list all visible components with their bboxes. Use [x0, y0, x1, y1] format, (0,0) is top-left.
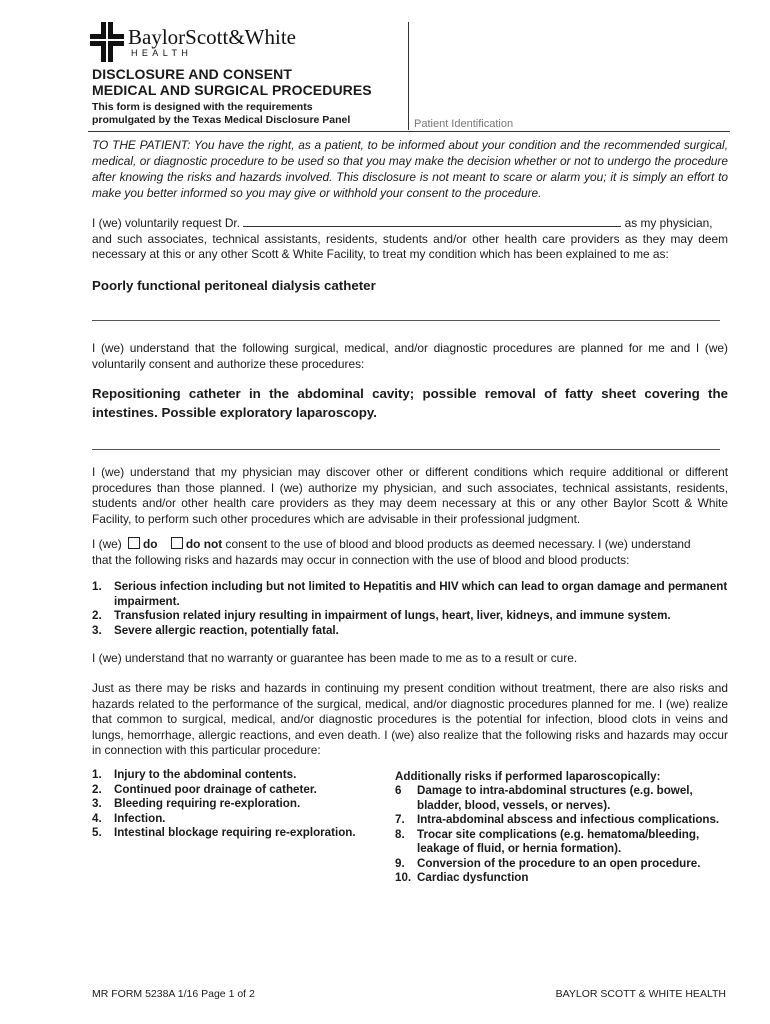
blood-do-checkbox[interactable] [128, 537, 140, 549]
list-item: 8. Trocar site complications (e.g. hematoma/bleeding, leakage of fluid, or hernia formation). [395, 827, 700, 855]
patient-identification-label: Patient Identification [414, 118, 514, 130]
procedure-entry: Repositioning catheter in the abdominal cavity; possible removal of fatty sheet covering the intestines. Possible exploratory laparoscopy. [92, 386, 728, 420]
laparoscopic-risks-list [395, 784, 730, 886]
procedures-paragraph: I (we) understand that the following surgical, medical, and/or diagnostic procedures are planned for me and I (we) voluntarily consent and authorize these procedures: [92, 341, 728, 371]
list-item: 6 Damage to intra-abdominal structures (e.g. bowel, bladder, blood, vessels, or nerves). [395, 784, 693, 812]
header-divider [408, 22, 409, 130]
brand-name: BaylorScott&White [128, 25, 296, 49]
list-item: 2. Transfusion related injury resulting in impairment of lungs, heart, liver, kidneys, and immune system. [92, 609, 671, 622]
list-item: 2. Continued poor drainage of catheter. [92, 782, 317, 796]
blood-risks-list [92, 580, 728, 638]
list-item: 1. Serious infection including but not limited to Hepatitis and HIV which can lead to organ damage and permanent impairment. [92, 580, 728, 608]
cross-logo-icon [90, 22, 124, 62]
list-item: 3. Bleeding requiring re-exploration. [92, 797, 301, 810]
list-item: 4. Infection. [92, 811, 166, 825]
laparoscopic-risks-heading: Additionally risks if performed laparoscopically: [395, 770, 661, 783]
other-conditions-paragraph: I (we) understand that my physician may discover other or different conditions which require additional or different procedures than those planned. I (we) authorize my physician, and such associates, technical assistants, residents, students and/or other health care providers as they may deem necessary at this or any other Baylor Scott & White Facility, to perform such other procedures which are advisable in their professional judgment. [92, 465, 728, 526]
procedure-underline [92, 449, 720, 450]
warranty-paragraph: I (we) understand that no warranty or guarantee has been made to me as to a result or cure. [92, 651, 578, 665]
risks-intro-paragraph: Just as there may be risks and hazards in continuing my present condition without treatment, there are also risks and hazards related to the performance of the surgical, medical, and/or diagnostic procedures planned for me. I (we) realize that common to surgical, medical, and/or diagnostic procedures is the potential for infection, blood clots in veins and lungs, hemorrhage, allergic reactions, and even death. I (we) also realize that the following risks and hazards may occur in connection with this particular procedure: [92, 681, 728, 757]
request-paragraph: I (we) voluntarily request Dr. as my physician, and such associates, technical assistants, residents, students and/or other health care providers as they may deem necessary at this or any other Scott & White Facility, to treat my condition which has been explained to me as: [92, 216, 728, 261]
list-item: 5. Intestinal blockage requiring re-exploration. [92, 826, 356, 839]
condition-entry: Poorly functional peritoneal dialysis catheter [92, 278, 376, 293]
condition-underline [92, 320, 720, 321]
org-footer: BAYLOR SCOTT & WHITE HEALTH [555, 988, 726, 1000]
list-item: 9. Conversion of the procedure to an open procedure. [395, 856, 701, 870]
list-item: 3. Severe allergic reaction, potentially fatal. [92, 623, 339, 637]
list-item: 10. Cardiac dysfunction [395, 871, 529, 884]
blood-consent-paragraph: I (we) do do not consent to the use of blood and blood products as deemed necessary. I (we) understand that the following risks and hazards may occur in connection with the use of blood and blood products: [92, 537, 691, 567]
list-item: 1. Injury to the abdominal contents. [92, 768, 297, 781]
physician-name-field[interactable] [243, 215, 621, 227]
form-title: DISCLOSURE AND CONSENT MEDICAL AND SURGICAL PROCEDURES [92, 66, 372, 98]
list-item: 7. Intra-abdominal abscess and infectious complications. [395, 813, 720, 826]
form-id-footer: MR FORM 5238A 1/16 Page 1 of 2 [92, 988, 255, 1000]
procedure-risks-list [92, 768, 382, 841]
blood-do-not-checkbox[interactable] [171, 537, 183, 549]
brand-subtitle: HEALTH [131, 48, 193, 58]
header-rule [88, 131, 730, 132]
form-subtitle: This form is designed with the requirements promulgated by the Texas Medical Disclosure Panel [92, 101, 351, 126]
intro-paragraph: TO THE PATIENT: You have the right, as a patient, to be informed about your condition and the recommended surgical, medical, or diagnostic procedure to be used so that you may make the decision whether or not to undergo the procedure after knowing the risks and hazards involved. This disclosure is not meant to scare or alarm you; it is simply an effort to make you better informed so you may give or withhold your consent to the procedure. [92, 138, 728, 200]
